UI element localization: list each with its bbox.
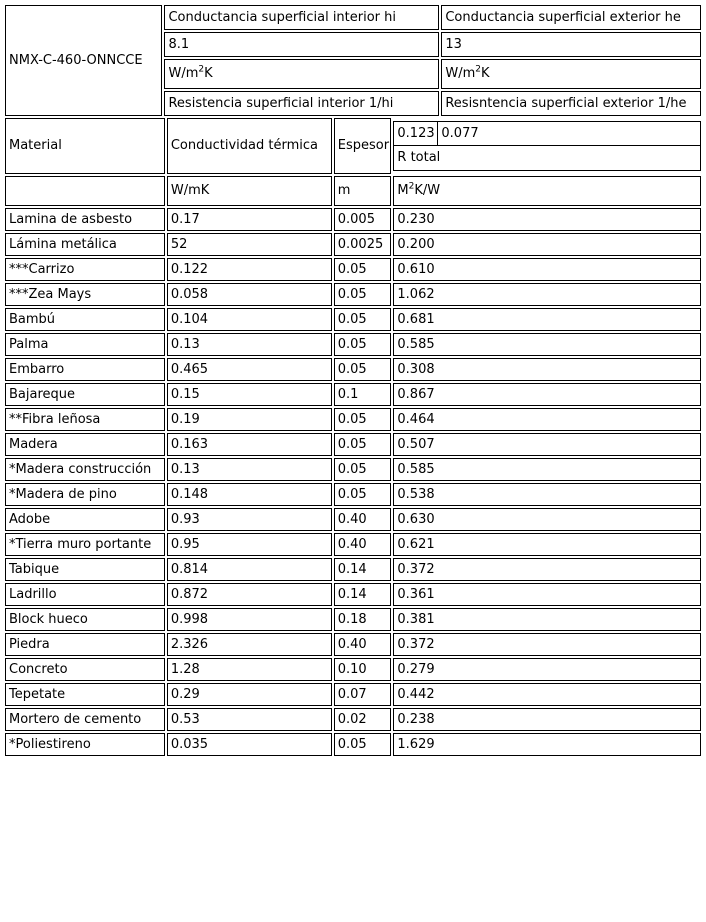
resistance-cell: 0.464: [393, 408, 701, 431]
thickness-unit: m: [334, 176, 392, 206]
interior-conductance-value: 8.1: [164, 32, 439, 57]
interior-conductance-unit: $W/m^2K$: [164, 59, 439, 89]
table-row: [5, 383, 701, 406]
thickness-cell: 0.05: [334, 458, 392, 481]
table-row: [5, 258, 701, 281]
thickness-cell: 0.05: [334, 433, 392, 456]
materials-body: [5, 208, 701, 756]
thickness-cell: 0.05: [334, 333, 392, 356]
table-row: [5, 433, 701, 456]
rsi-value: 0.123: [393, 121, 438, 146]
resistance-cell: 0.507: [393, 433, 701, 456]
material-cell: **Fibra leñosa: [5, 408, 165, 431]
table-row: [5, 458, 701, 481]
thickness-cell: 0.05: [334, 358, 392, 381]
table-row: [5, 733, 701, 756]
thickness-cell: 0.02: [334, 708, 392, 731]
material-cell: *Madera construcción: [5, 458, 165, 481]
table-row: [5, 408, 701, 431]
conductivity-cell: 0.163: [167, 433, 332, 456]
conductivity-cell: 0.95: [167, 533, 332, 556]
exterior-resistance-label: Resisntencia superficial exterior 1/he: [441, 91, 701, 116]
table-row: [5, 358, 701, 381]
thickness-cell: 0.10: [334, 658, 392, 681]
thickness-cell: 0.05: [334, 283, 392, 306]
table-row: [5, 583, 701, 606]
conductivity-header: Conductividad térmica: [167, 118, 332, 174]
table-row: [5, 483, 701, 506]
resistance-cell: 0.372: [393, 558, 701, 581]
resistance-cell: 0.381: [393, 608, 701, 631]
table-row: [5, 233, 701, 256]
table-row: [5, 633, 701, 656]
material-cell: *Tierra muro portante: [5, 533, 165, 556]
resistance-cell: 0.630: [393, 508, 701, 531]
material-cell: Ladrillo: [5, 583, 165, 606]
resistance-cell: 0.538: [393, 483, 701, 506]
conductivity-cell: 0.93: [167, 508, 332, 531]
resistance-cell: 0.238: [393, 708, 701, 731]
material-cell: *Poliestireno: [5, 733, 165, 756]
conductivity-cell: 0.035: [167, 733, 332, 756]
resistance-cell: 0.585: [393, 458, 701, 481]
material-cell: *Madera de pino: [5, 483, 165, 506]
table-row: [5, 533, 701, 556]
table-row: [5, 508, 701, 531]
thickness-cell: 0.05: [334, 483, 392, 506]
conductivity-cell: 0.872: [167, 583, 332, 606]
thickness-cell: 0.18: [334, 608, 392, 631]
conductivity-cell: 0.122: [167, 258, 332, 281]
conductivity-cell: 0.53: [167, 708, 332, 731]
conductivity-cell: 0.465: [167, 358, 332, 381]
interior-resistance-label: Resistencia superficial interior 1/hi: [164, 91, 439, 116]
conductivity-cell: 52: [167, 233, 332, 256]
table-row: [5, 283, 701, 306]
exterior-conductance-unit: $W/m^2K$: [441, 59, 701, 89]
interior-conductance-label: Conductancia superficial interior hi: [164, 5, 439, 30]
conductivity-cell: 0.148: [167, 483, 332, 506]
material-unit-cell: [5, 176, 165, 206]
material-cell: Bajareque: [5, 383, 165, 406]
table-row: [5, 333, 701, 356]
conductivity-cell: 1.28: [167, 658, 332, 681]
conductivity-cell: 2.326: [167, 633, 332, 656]
material-header: Material: [5, 118, 165, 174]
resistance-cell: 0.308: [393, 358, 701, 381]
resistance-cell: 1.062: [393, 283, 701, 306]
conductance-table: [3, 3, 703, 118]
thickness-cell: 0.14: [334, 583, 392, 606]
thickness-cell: 0.14: [334, 558, 392, 581]
conductivity-cell: 0.814: [167, 558, 332, 581]
thickness-cell: 0.40: [334, 633, 392, 656]
conductivity-cell: 0.998: [167, 608, 332, 631]
table-row: [5, 608, 701, 631]
conductivity-cell: 0.13: [167, 333, 332, 356]
material-cell: Madera: [5, 433, 165, 456]
resistance-cell: 0.372: [393, 633, 701, 656]
resistance-cell: 0.200: [393, 233, 701, 256]
material-cell: Embarro: [5, 358, 165, 381]
conductivity-cell: 0.19: [167, 408, 332, 431]
thickness-cell: 0.0025: [334, 233, 392, 256]
material-cell: Block hueco: [5, 608, 165, 631]
resistance-cell: 0.681: [393, 308, 701, 331]
conductivity-cell: 0.17: [167, 208, 332, 231]
resistance-cell: 0.230: [393, 208, 701, 231]
conductivity-cell: 0.29: [167, 683, 332, 706]
resistance-cell: 0.361: [393, 583, 701, 606]
thickness-cell: 0.05: [334, 258, 392, 281]
material-cell: Mortero de cemento: [5, 708, 165, 731]
material-cell: Palma: [5, 333, 165, 356]
exterior-conductance-value: 13: [441, 32, 701, 57]
material-cell: Concreto: [5, 658, 165, 681]
table-row: [5, 308, 701, 331]
thickness-header: Espesor: [334, 118, 392, 174]
material-cell: Adobe: [5, 508, 165, 531]
resistance-cell: 0.621: [393, 533, 701, 556]
conductivity-cell: 0.13: [167, 458, 332, 481]
exterior-conductance-label: Conductancia superficial exterior he: [441, 5, 701, 30]
norm-label: NMX-C-460-ONNCCE: [5, 5, 162, 116]
resistance-cell: 0.279: [393, 658, 701, 681]
table-row: [5, 208, 701, 231]
resistance-header-group: [393, 118, 701, 174]
conductivity-cell: 0.058: [167, 283, 332, 306]
thickness-cell: 0.05: [334, 733, 392, 756]
thickness-cell: 0.05: [334, 408, 392, 431]
thickness-cell: 0.005: [334, 208, 392, 231]
conductivity-unit: W/mK: [167, 176, 332, 206]
conductivity-cell: 0.15: [167, 383, 332, 406]
rtotal-header: R total: [393, 146, 701, 171]
material-cell: Tepetate: [5, 683, 165, 706]
materials-table: [3, 116, 703, 758]
table-row: [5, 708, 701, 731]
resistance-cell: 0.867: [393, 383, 701, 406]
resistance-unit: $M^2K/W$: [393, 176, 701, 206]
resistance-cell: 0.610: [393, 258, 701, 281]
material-cell: Lamina de asbesto: [5, 208, 165, 231]
table-row: [5, 683, 701, 706]
thickness-cell: 0.40: [334, 508, 392, 531]
material-cell: Bambú: [5, 308, 165, 331]
material-cell: Piedra: [5, 633, 165, 656]
material-cell: Tabique: [5, 558, 165, 581]
material-cell: Lámina metálica: [5, 233, 165, 256]
thickness-cell: 0.07: [334, 683, 392, 706]
thickness-cell: 0.05: [334, 308, 392, 331]
table-row: [5, 658, 701, 681]
resistance-cell: 1.629: [393, 733, 701, 756]
material-cell: ***Carrizo: [5, 258, 165, 281]
resistance-header-table: [393, 121, 701, 171]
thickness-cell: 0.1: [334, 383, 392, 406]
conductivity-cell: 0.104: [167, 308, 332, 331]
material-cell: ***Zea Mays: [5, 283, 165, 306]
resistance-cell: 0.585: [393, 333, 701, 356]
rse-value: 0.077: [438, 121, 701, 146]
resistance-cell: 0.442: [393, 683, 701, 706]
thickness-cell: 0.40: [334, 533, 392, 556]
table-row: [5, 558, 701, 581]
